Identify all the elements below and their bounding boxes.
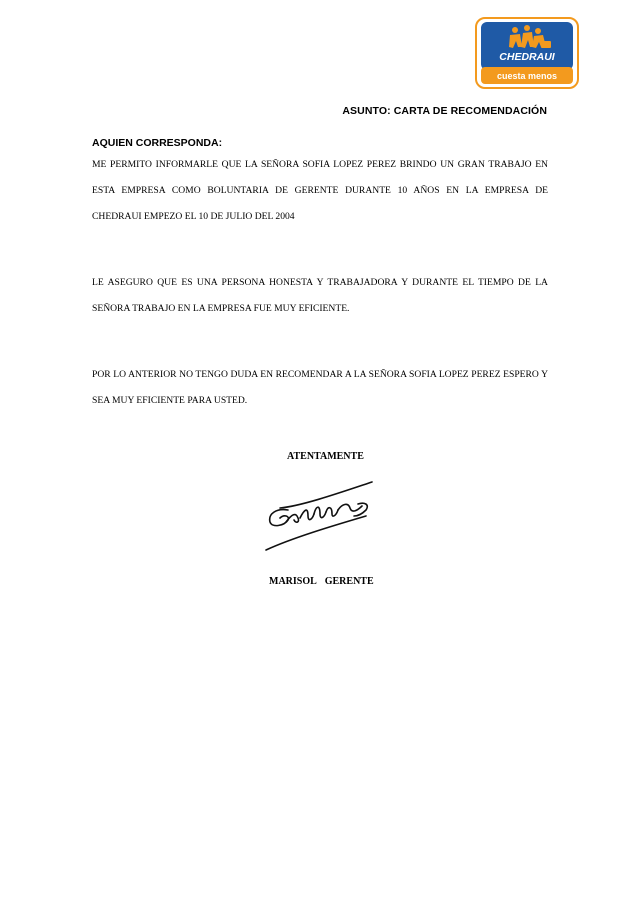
letter-closing: ATENTAMENTE (287, 451, 364, 462)
letter-paragraph-3: POR LO ANTERIOR NO TENGO DUDA EN RECOMENDAR A LA SEÑORA SOFIA LOPEZ PEREZ ESPERO Y SEA MUY EFICIENTE PARA USTED. (92, 369, 548, 406)
logo-brand-text: CHEDRAUI (499, 51, 555, 63)
letter-paragraph-2: LE ASEGURO QUE ES UNA PERSONA HONESTA Y TRABAJADORA Y DURANTE EL TIEMPO DE LA SEÑORA TRABAJO EN LA EMPRESA FUE MUY EFICIENTE. (92, 277, 548, 314)
handwritten-signature (262, 478, 377, 554)
letter-subject: ASUNTO: CARTA DE RECOMENDACIÓN (342, 105, 547, 117)
letter-signer: MARISOL GERENTE (269, 576, 374, 587)
logo-slogan-text: cuesta menos (496, 71, 558, 81)
letter-paragraph-1: ME PERMITO INFORMARLE QUE LA SEÑORA SOFIA LOPEZ PEREZ BRINDO UN GRAN TRABAJO EN ESTA EMPRESA COMO BOLUNTARIA DE GERENTE DURANTE 10 AÑOS EN LA EMPRESA DE CHEDRAUI EMPEZO EL 10 DE JULIO DEL 2004 (92, 159, 548, 222)
letter-salutation: AQUIEN CORRESPONDA: (92, 137, 223, 149)
chedraui-logo (475, 17, 579, 89)
